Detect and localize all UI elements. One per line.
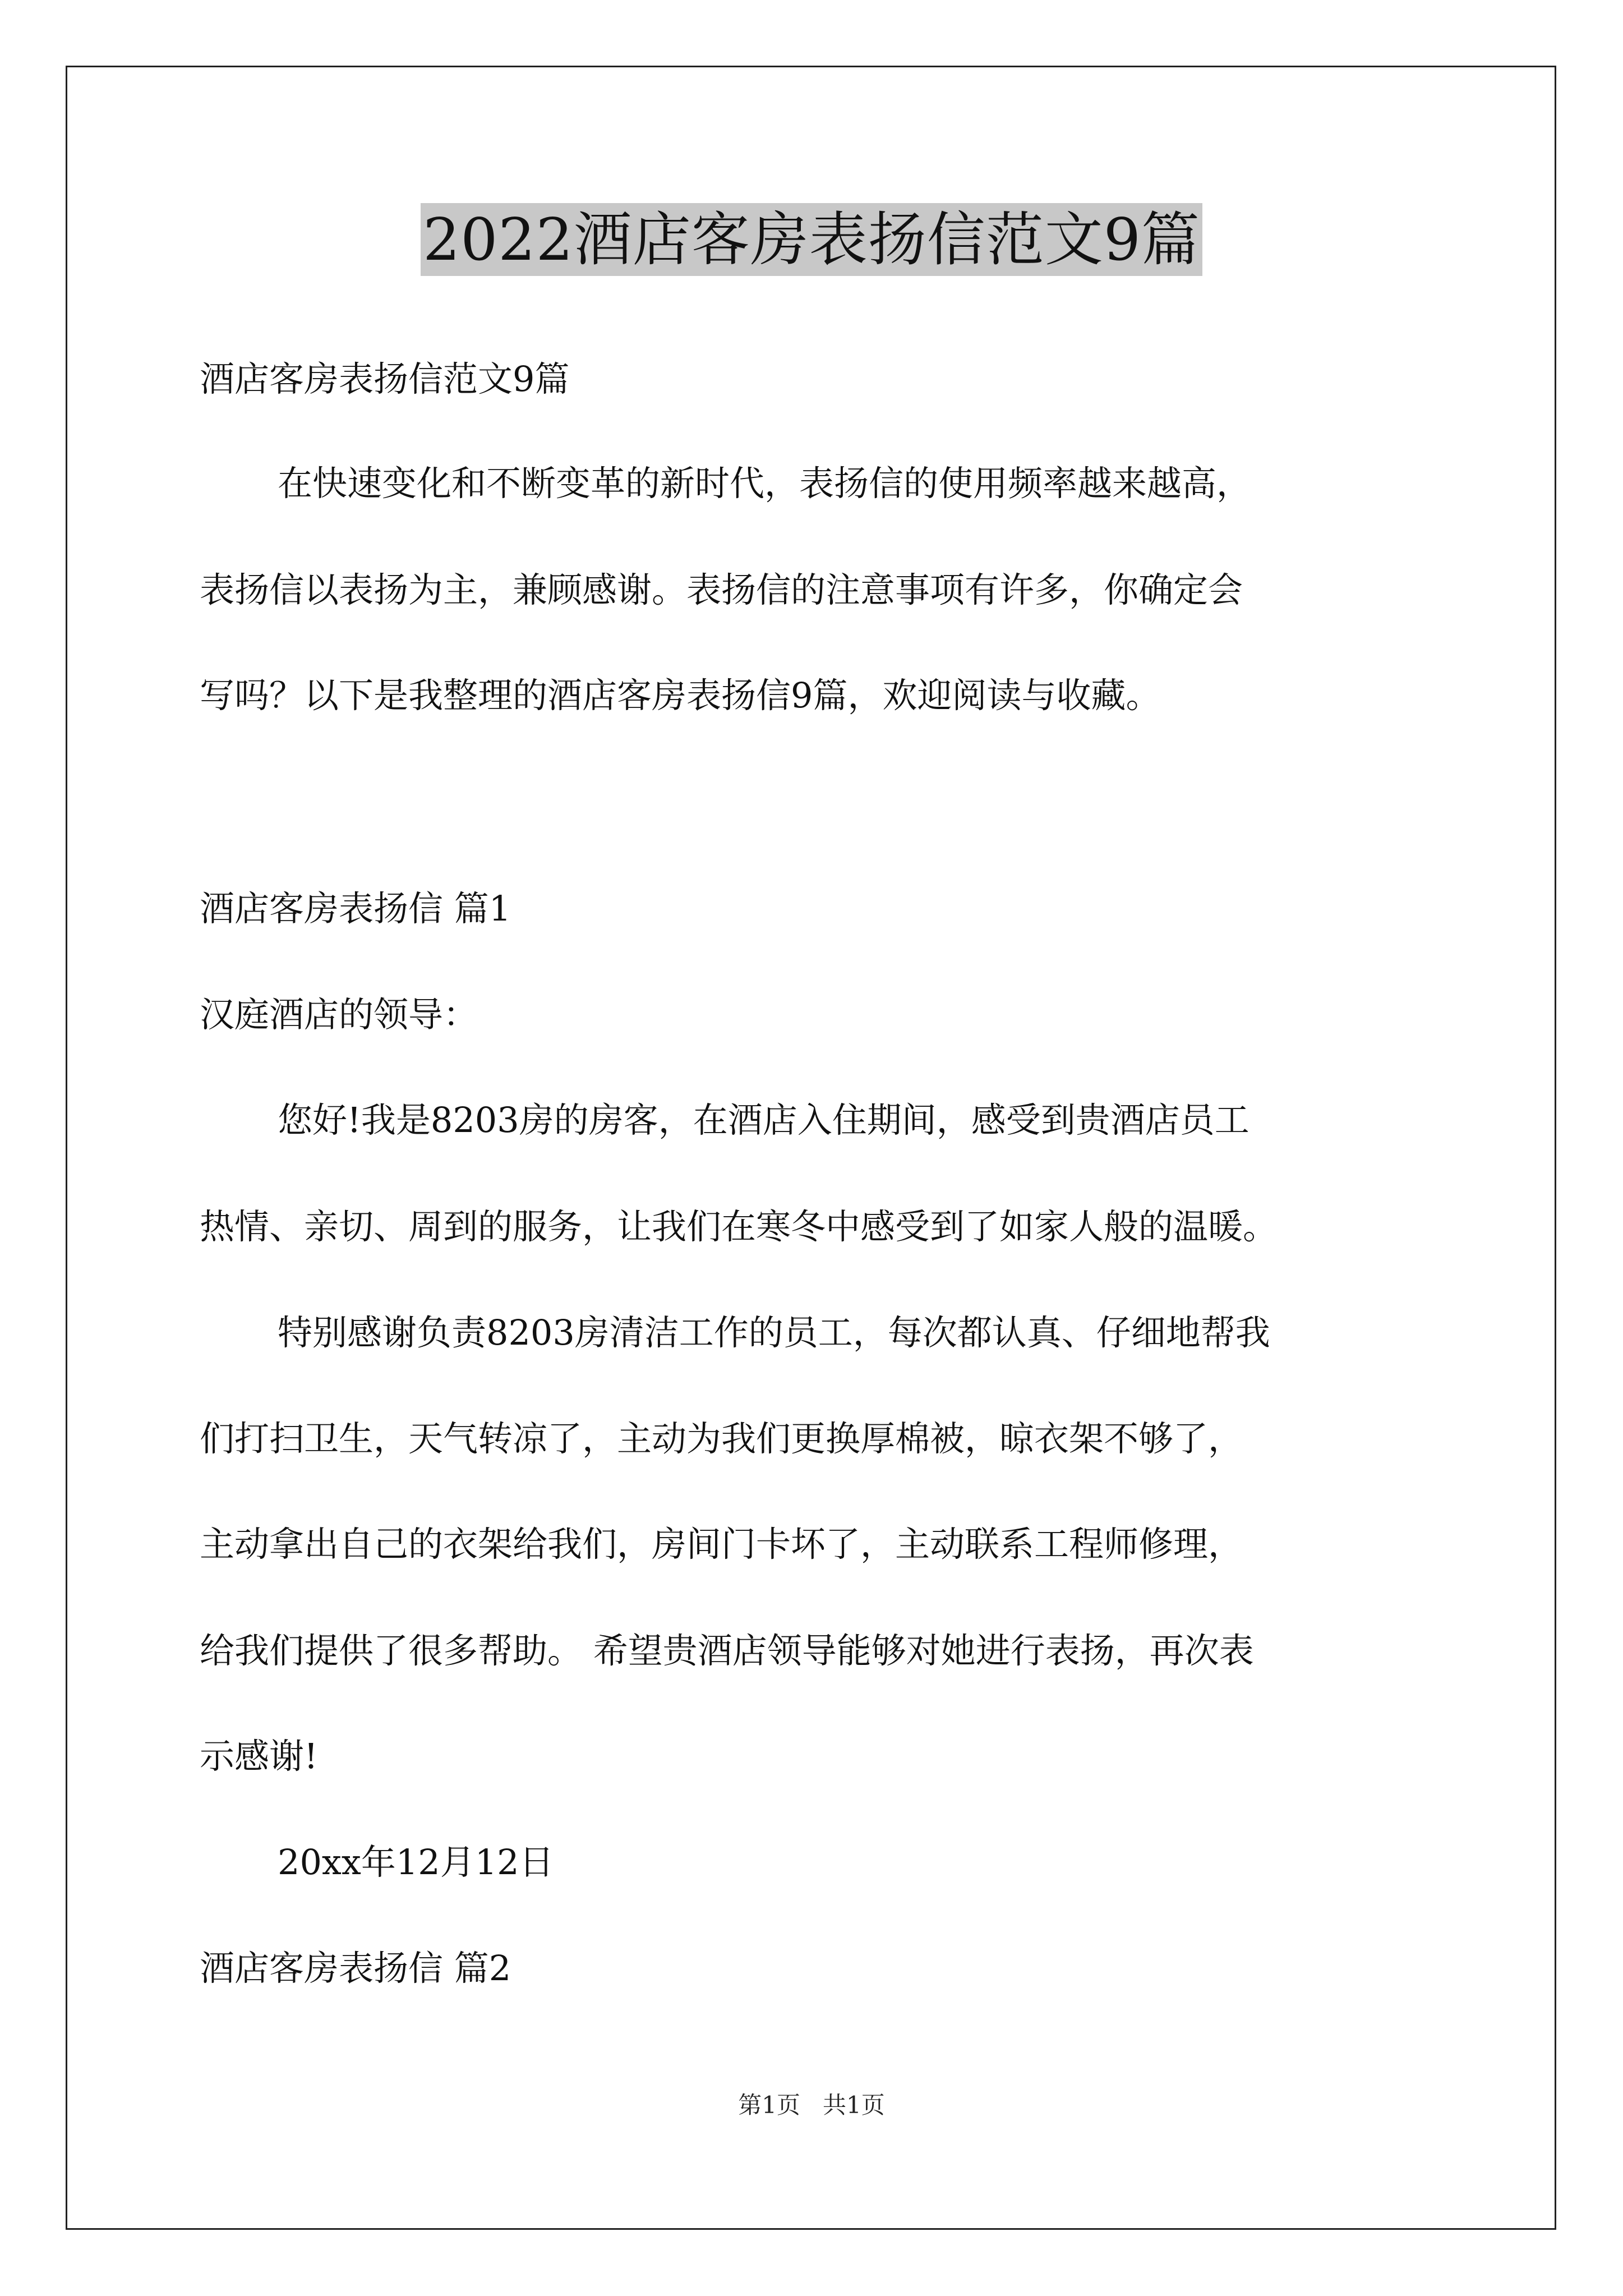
subtitle-line: 酒店客房表扬信范文9篇 — [200, 358, 570, 399]
intro-line-2: 表扬信以表扬为主，兼顾感谢。表扬信的注意事项有许多，你确定会 — [200, 569, 1243, 610]
body-line-4: 们打扫卫生，天气转凉了，主动为我们更换厚棉被，晾衣架不够了， — [200, 1418, 1243, 1459]
body-line-6: 给我们提供了很多帮助。 希望贵酒店领导能够对她进行表扬，再次表 — [200, 1630, 1254, 1671]
section-heading-1: 酒店客房表扬信 篇1 — [200, 888, 511, 929]
body-line-2: 热情、亲切、周到的服务，让我们在寒冬中感受到了如家人般的温暖。 — [200, 1206, 1278, 1247]
date-line: 20xx年12月12日 — [278, 1842, 554, 1883]
intro-line-3: 写吗？以下是我整理的酒店客房表扬信9篇，欢迎阅读与收藏。 — [200, 675, 1161, 716]
salutation-line: 汉庭酒店的领导： — [200, 994, 478, 1035]
body-line-3: 特别感谢负责8203房清洁工作的员工，每次都认真、仔细地帮我 — [278, 1312, 1270, 1353]
body-line-7: 示感谢! — [200, 1736, 318, 1777]
page-footer: 第1页 共1页 — [738, 2091, 885, 2119]
body-line-5: 主动拿出自己的衣架给我们，房间门卡坏了，主动联系工程师修理， — [200, 1524, 1243, 1565]
document-title: 2022酒店客房表扬信范文9篇 — [421, 203, 1202, 276]
intro-line-1: 在快速变化和不断变革的新时代，表扬信的使用频率越来越高， — [278, 463, 1252, 504]
section-heading-2: 酒店客房表扬信 篇2 — [200, 1948, 511, 1989]
body-line-1: 您好!我是8203房的房客，在酒店入住期间，感受到贵酒店员工 — [278, 1099, 1249, 1140]
title-container — [0, 203, 1623, 276]
